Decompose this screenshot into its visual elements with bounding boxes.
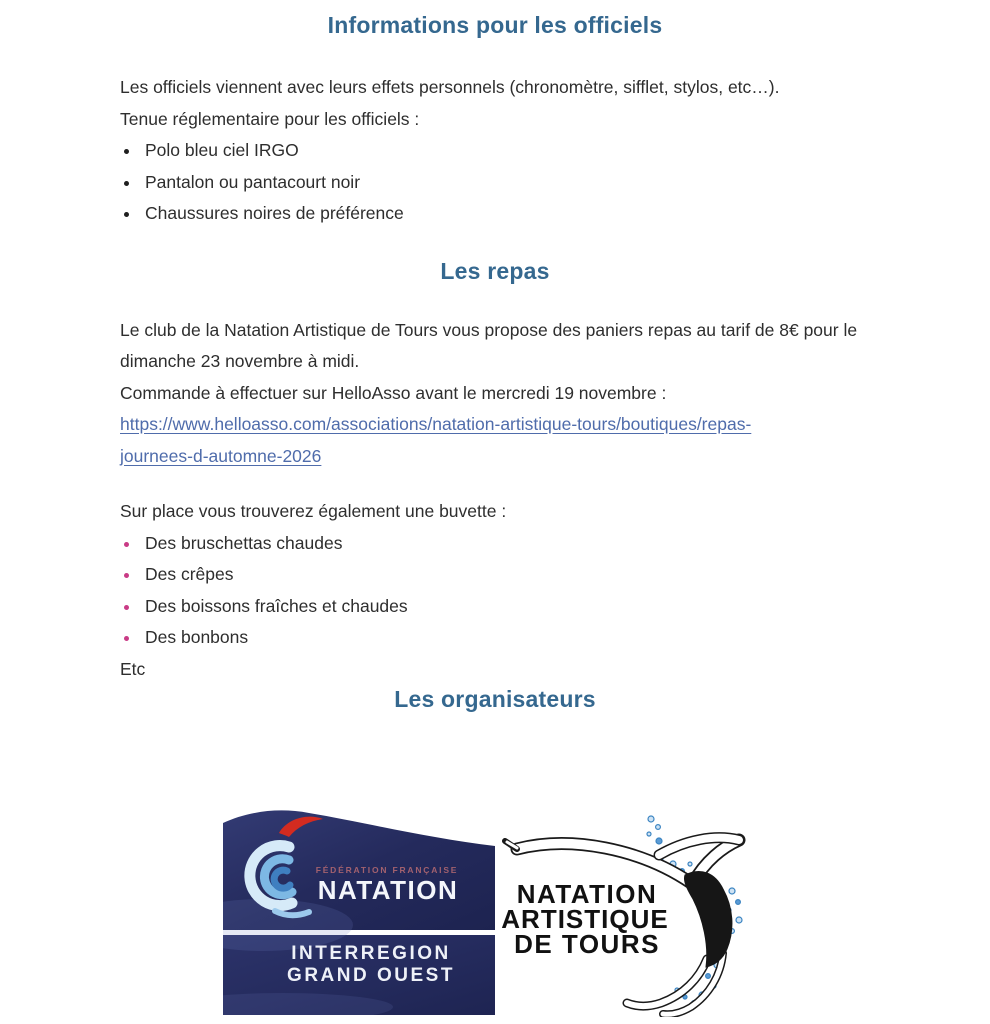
- organizers-logos: [0, 807, 990, 1017]
- buvette-list: [0, 528, 990, 654]
- list-item: • Des bonbons: [141, 622, 990, 654]
- list-item: • Pantalon ou pantacourt noir: [141, 167, 990, 199]
- dress-code-label: Tenue réglementaire pour les officiels :: [120, 108, 420, 129]
- order-info: Commande à effectuer sur HelloAsso avant le mercredi 19 novembre :: [120, 382, 667, 403]
- list-item: • Des crêpes: [141, 559, 990, 591]
- dress-code-list: [0, 135, 990, 230]
- order-link-wrapper: [0, 409, 990, 472]
- meals-title: Les repas: [440, 257, 550, 284]
- etc-line: Etc: [120, 658, 146, 679]
- buvette-label: Sur place vous trouverez également une buvette :: [120, 501, 507, 521]
- club-text-line1: NATATION: [516, 879, 658, 909]
- page-title: Informations pour les officiels: [327, 12, 663, 38]
- list-item: • Des bruschettas chaudes: [141, 528, 990, 560]
- ffn-interregion-text: INTERREGION: [291, 943, 451, 964]
- meals-offer: Le club de la Natation Artistique de Tours vous propose des paniers repas au tarif de 8€ pour le dimanche 23 novembre à midi.: [120, 319, 858, 371]
- list-item: • Polo bleu ciel IRGO: [141, 135, 990, 167]
- natation-artistique-tours-logo: [501, 807, 767, 1017]
- list-item: • Des boissons fraîches et chaudes: [141, 591, 990, 623]
- officials-intro: Les officiels viennent avec leurs effets personnels (chronomètre, sifflet, stylos, etc…).: [120, 77, 780, 97]
- ffn-interregion-grand-ouest-logo: [223, 807, 495, 1015]
- club-text-line3: DE TOURS: [514, 929, 660, 959]
- ffn-grand-ouest-text: GRAND OUEST: [287, 965, 455, 986]
- swimsuit-shape: [684, 871, 731, 967]
- club-text-line2: ARTISTIQUE: [501, 904, 669, 934]
- list-item: • Chaussures noires de préférence: [141, 198, 990, 230]
- ffn-federation-small-text: FÉDÉRATION FRANÇAISE: [315, 865, 459, 875]
- helloasso-link-line2: journees-d-automne-2026: [120, 445, 322, 466]
- helloasso-link-line1: https://www.helloasso.com/associations/natation-artistique-tours/boutiques/repas-: [120, 414, 752, 434]
- ffn-natation-text: NATATION: [317, 875, 459, 905]
- organizers-title: Les organisateurs: [394, 686, 596, 712]
- helloasso-link[interactable]: [120, 414, 751, 466]
